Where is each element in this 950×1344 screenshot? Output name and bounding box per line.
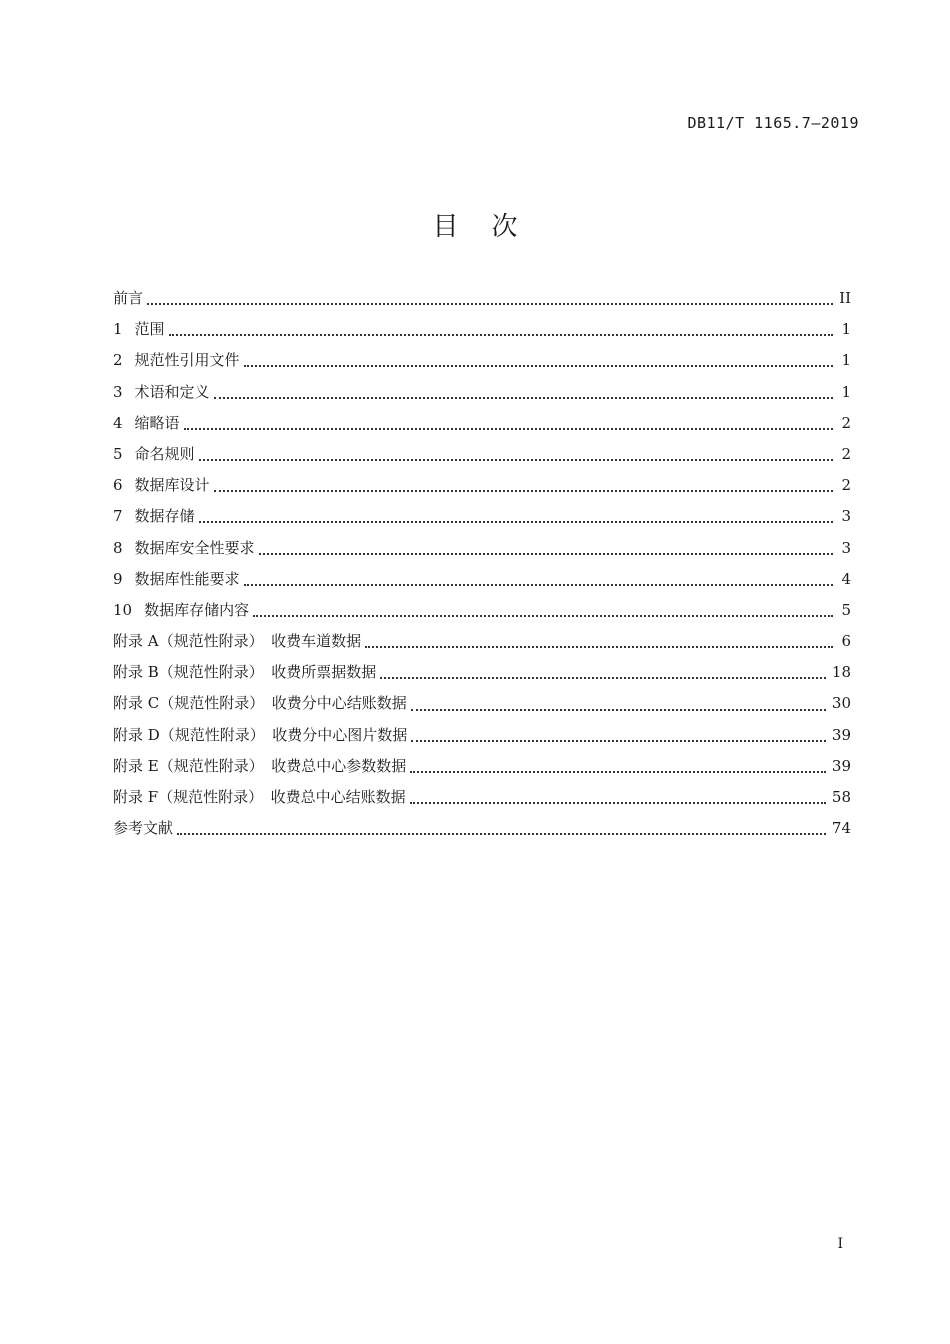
toc-entry-10[interactable]	[113, 595, 851, 626]
toc-entry-appendix-e[interactable]	[113, 751, 851, 782]
toc-entry-number: 4	[113, 413, 123, 432]
toc-entry-number: 9	[113, 569, 123, 588]
toc-entry-page: 1	[841, 351, 851, 370]
toc-entry-label: 数据存储	[134, 507, 195, 526]
toc-entry-label: 数据库存储内容	[144, 600, 250, 619]
toc-leader	[199, 458, 833, 461]
toc-entry-page: 6	[841, 632, 851, 651]
toc-leader	[365, 645, 833, 648]
toc-entry-label: 数据库性能要求	[134, 569, 240, 588]
toc-entry-number: 8	[113, 538, 123, 557]
toc-entry-1[interactable]	[113, 314, 851, 345]
toc-leader	[411, 708, 826, 711]
toc-entry-8[interactable]	[113, 533, 851, 564]
toc-entry-7[interactable]	[113, 501, 851, 532]
table-of-contents	[113, 283, 851, 844]
toc-entry-label: 范围	[134, 320, 165, 339]
toc-entry-references[interactable]	[113, 813, 851, 844]
toc-entry-number: 7	[113, 507, 123, 526]
toc-entry-page: 2	[841, 413, 851, 432]
toc-leader	[259, 552, 833, 555]
toc-entry-page: 74	[831, 819, 851, 838]
toc-entry-page: 2	[841, 476, 851, 495]
toc-entry-label: 术语和定义	[134, 382, 210, 401]
toc-entry-label: 附录 D（规范性附录） 收费分中心图片数据	[113, 725, 408, 744]
toc-leader	[244, 583, 833, 586]
toc-entry-appendix-a[interactable]	[113, 626, 851, 657]
toc-leader	[214, 489, 833, 492]
toc-entry-page: 1	[841, 320, 851, 339]
toc-entry-number: 6	[113, 476, 123, 495]
toc-entry-page: 5	[841, 600, 851, 619]
toc-entry-label: 附录 C（规范性附录） 收费分中心结账数据	[113, 694, 407, 713]
toc-leader	[244, 364, 833, 367]
toc-entry-page: 2	[841, 444, 851, 463]
toc-entry-4[interactable]	[113, 408, 851, 439]
toc-entry-page: 1	[841, 382, 851, 401]
toc-leader	[410, 801, 826, 804]
toc-entry-label: 命名规则	[134, 444, 195, 463]
toc-entry-appendix-f[interactable]	[113, 782, 851, 813]
toc-entry-label: 附录 F（规范性附录） 收费总中心结账数据	[113, 788, 406, 806]
toc-entry-appendix-d[interactable]	[113, 720, 851, 751]
toc-entry-page: 3	[841, 538, 851, 557]
toc-leader	[177, 832, 826, 835]
toc-entry-9[interactable]	[113, 564, 851, 595]
toc-leader	[411, 739, 826, 742]
toc-entry-5[interactable]	[113, 439, 851, 470]
toc-entry-label: 附录 E（规范性附录） 收费总中心参数数据	[113, 756, 407, 775]
toc-leader	[410, 770, 826, 773]
toc-entry-label: 数据库设计	[134, 476, 210, 495]
toc-entry-6[interactable]	[113, 470, 851, 501]
toc-entry-page: 3	[841, 507, 851, 526]
page-number: I	[837, 1236, 843, 1252]
toc-leader	[199, 520, 833, 523]
toc-leader	[380, 676, 826, 679]
toc-entry-page: II	[839, 289, 851, 307]
toc-entry-number: 5	[113, 444, 123, 463]
toc-entry-page: 18	[831, 663, 851, 682]
document-code: DB11/T 1165.7—2019	[687, 114, 859, 132]
toc-entry-2[interactable]	[113, 345, 851, 376]
toc-entry-label: 数据库安全性要求	[134, 538, 255, 557]
toc-entry-number: 2	[113, 351, 123, 370]
toc-entry-label: 附录 A（规范性附录） 收费车道数据	[113, 632, 362, 651]
toc-entry-page: 39	[831, 725, 851, 744]
toc-entry-label: 参考文献	[113, 819, 174, 838]
toc-entry-number: 10	[113, 600, 133, 619]
toc-leader	[147, 302, 833, 305]
toc-entry-3[interactable]	[113, 377, 851, 408]
toc-leader	[169, 333, 833, 336]
toc-leader	[214, 396, 833, 399]
toc-entry-number: 1	[113, 320, 123, 339]
toc-entry-label: 缩略语	[134, 413, 180, 432]
toc-entry-appendix-c[interactable]	[113, 688, 851, 719]
toc-entry-label: 附录 B（规范性附录） 收费所票据数据	[113, 663, 377, 682]
toc-entry-label: 规范性引用文件	[134, 351, 240, 370]
toc-entry-page: 30	[831, 694, 851, 713]
toc-leader	[253, 614, 833, 617]
toc-leader	[184, 427, 833, 430]
toc-entry-page: 58	[831, 788, 851, 806]
toc-entry-number: 3	[113, 382, 123, 401]
page-title: 目 次	[432, 212, 518, 242]
toc-entry-label: 前言	[113, 289, 144, 307]
toc-entry-appendix-b[interactable]	[113, 657, 851, 688]
toc-entry-foreword[interactable]	[113, 283, 851, 314]
toc-entry-page: 4	[841, 569, 851, 588]
toc-entry-page: 39	[831, 756, 851, 775]
